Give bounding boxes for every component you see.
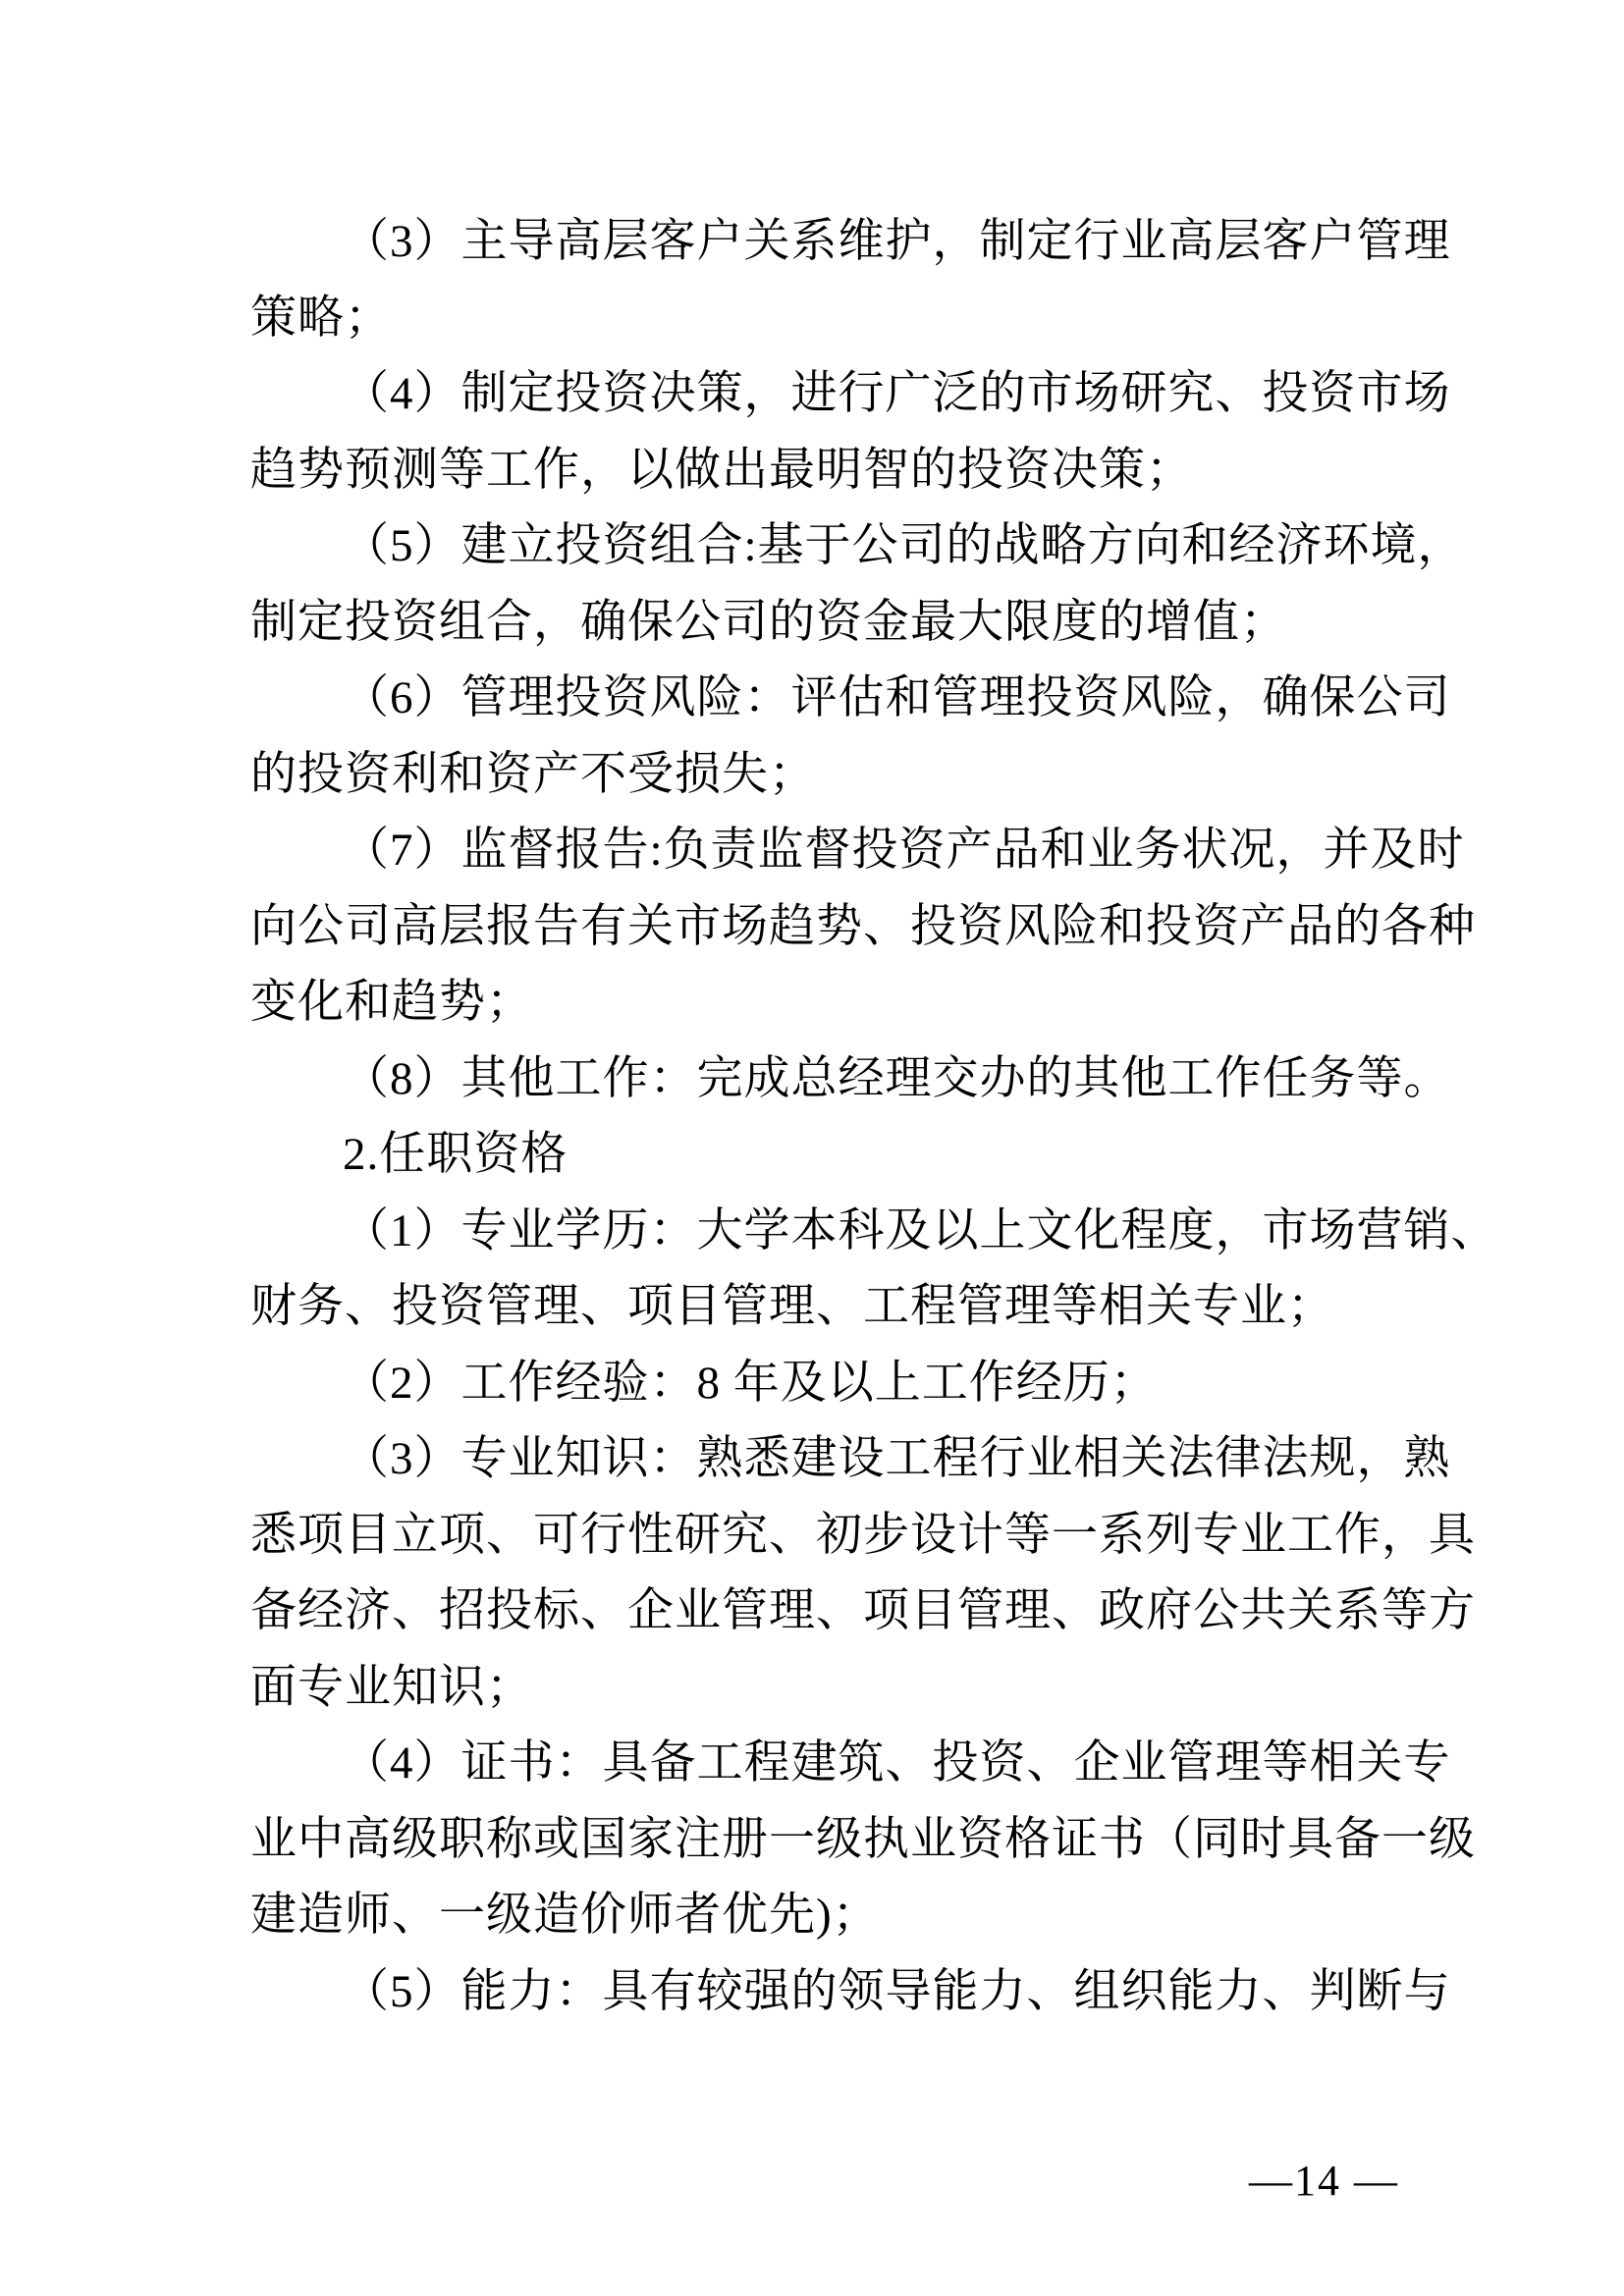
text-line: 变化和趋势； bbox=[250, 977, 533, 1028]
text-line: （3）专业知识：熟悉建设工程行业相关法律法规，熟 bbox=[343, 1433, 1451, 1484]
text-line: （5）能力：具有较强的领导能力、组织能力、判断与 bbox=[343, 1965, 1451, 2017]
text-line: 悉项目立项、可行性研究、初步设计等一系列专业工作，具 bbox=[250, 1509, 1476, 1561]
text-line: 业中高级职称或国家注册一级执业资格证书（同时具备一级 bbox=[250, 1813, 1476, 1865]
text-line: （8）其他工作：完成总经理交办的其他工作任务等。 bbox=[343, 1052, 1451, 1104]
text-line: 财务、投资管理、项目管理、工程管理等相关专业； bbox=[250, 1281, 1334, 1332]
text-line: （4）证书：具备工程建筑、投资、企业管理等相关专 bbox=[343, 1737, 1451, 1789]
text-line: 趋势预测等工作，以做出最明智的投资决策； bbox=[250, 444, 1193, 496]
text-line: （4）制定投资决策，进行广泛的市场研究、投资市场 bbox=[343, 368, 1451, 419]
text-line: （7）监督报告:负责监督投资产品和业务状况，并及时 bbox=[343, 825, 1465, 876]
document-body bbox=[250, 204, 1498, 2030]
text-line: （2）工作经验：8 年及以上工作经历； bbox=[343, 1357, 1158, 1409]
text-line: 备经济、招投标、企业管理、项目管理、政府公共关系等方 bbox=[250, 1585, 1476, 1636]
text-line: 建造师、一级造价师者优先)； bbox=[250, 1890, 880, 1941]
text-line: （5）建立投资组合:基于公司的战略方向和经济环境， bbox=[343, 520, 1465, 571]
text-line: （6）管理投资风险：评估和管理投资风险，确保公司 bbox=[343, 672, 1451, 723]
text-line: （3）主导高层客户关系维护，制定行业高层客户管理 bbox=[343, 216, 1451, 267]
text-line: 向公司高层报告有关市场趋势、投资风险和投资产品的各种 bbox=[250, 900, 1476, 952]
page-number: —14 — bbox=[1249, 2157, 1399, 2205]
text-line: （1）专业学历：大学本科及以上文化程度，市场营销、 bbox=[343, 1204, 1498, 1256]
text-line: 面专业知识； bbox=[250, 1661, 533, 1713]
text-line: 制定投资组合，确保公司的资金最大限度的增值； bbox=[250, 596, 1287, 648]
section-heading: 2.任职资格 bbox=[343, 1129, 568, 1180]
text-line: 策略； bbox=[250, 292, 392, 344]
text-line: 的投资利和资产不受损失； bbox=[250, 748, 816, 800]
